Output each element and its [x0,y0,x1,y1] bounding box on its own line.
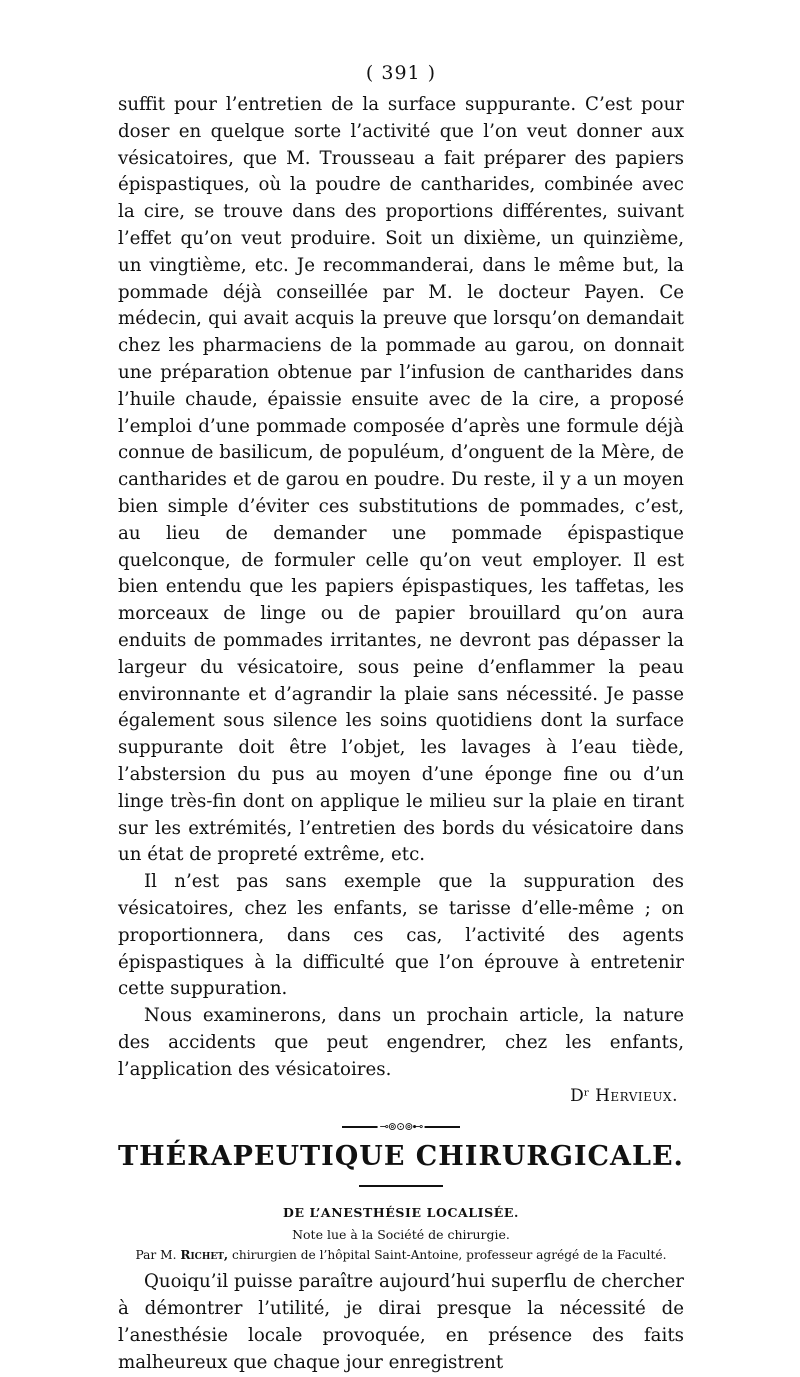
paragraph-continuation: suffit pour l’entretien de la surface suppurante. C’est pour doser en quelque sorte l’activité que l’on veut donner aux vésicatoires, que M. Trousseau a fait préparer des papiers épispastiques, où la poudre de cantharides, combinée avec la cire, se trouve dans des proportions différentes, suivant l’effet qu’on veut produire. Soit un dixième, un quinzième, un vingtième, etc. Je recommanderai, dans le même but, la pommade déjà conseillée par M. le docteur Payen. Ce médecin, qui avait acquis la preuve que lorsqu’on demandait chez les pharmaciens de la pommade au garou, on donnait une préparation obtenue par l’infusion de cantharides dans l’huile chaude, épaissie ensuite avec de la cire, a proposé l’emploi d’une pommade composée d’après une formule déjà connue de basilicum, de populéum, d’onguent de la Mère, de cantharides et de garou en poudre. Du reste, il y a un moyen bien simple d’éviter ces substitutions de pommades, c’est, au lieu de demander une pommade épispastique quelconque, de formuler celle qu’on veut employer. Il est bien entendu que les papiers épispastiques, les taffetas, les morceaux de linge ou de papier brouillard qu’on aura enduits de pommades irritantes, ne devront pas dépasser la largeur du vésicatoire, sous peine d’enflammer la peau environnante et d’agrandir la plaie sans nécessité. Je passe également sous silence les soins quotidiens dont la surface suppurante doit être l’objet, les lavages à l’eau tiède, l’abstersion du pus au moyen d’une éponge fine ou d’un linge très-fin dont on applique le milieu sur la plaie en tirant sur les extrémités, l’entretien des bords du vésicatoire dans un état de propreté extrême, etc. [118,94,684,866]
section-title: THÉRAPEUTIQUE CHIRURGICALE. [118,1141,684,1173]
article-subtitle: DE L’ANESTHÉSIE LOCALISÉE. [283,1205,519,1221]
article-note: Note lue à la Société de chirurgie. [292,1227,510,1243]
signature-name: Hervieux. [595,1086,678,1107]
ornament-divider [342,1120,460,1134]
signature-prefix: Dʳ [570,1086,590,1107]
author-signature [118,1083,678,1109]
paragraph-anesthesia: Quoiqu’il puisse paraître aujourd’hui superflu de chercher à démontrer l’utilité, je dirai presque la nécessité de l’anesthésie locale provoquée, en présence des faits malheureux que chaque jour enregistrent [118,1271,684,1373]
author-name: Richet, [180,1248,229,1263]
author-affiliation: chirurgien de l’hôpital Saint-Antoine, professeur agrégé de la Faculté. [232,1248,667,1263]
section-rule [359,1185,443,1187]
ornament-knot-icon: ⊸⊚⊙⊚⊷ [379,1120,423,1134]
paragraph-suppuration: Il n’est pas sans exemple que la suppuration des vésicatoires, chez les enfants, se tarisse d’elle-même ; on proportionnera, dans ces cas, l’activité des agents épispastiques à la difficulté que l’on éprouve à entretenir cette suppuration. [118,871,684,1000]
paragraph-next-article: Nous examinerons, dans un prochain article, la nature des accidents que peut engendrer, chez les enfants, l’application des vésicatoires. [118,1005,684,1080]
article-author-line [118,1247,684,1263]
page-number: ( 391 ) [365,62,437,84]
author-prefix: Par M. [135,1248,177,1263]
